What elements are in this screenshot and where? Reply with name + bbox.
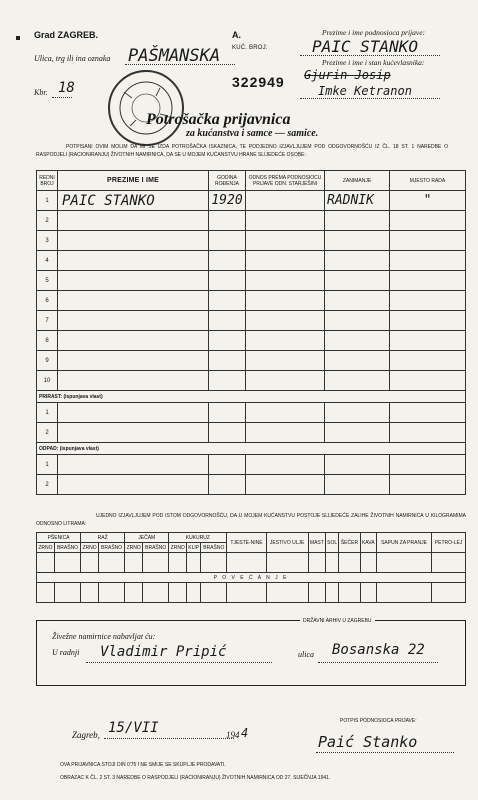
member-relation [246,371,325,391]
table-row [37,231,466,251]
sub-zrno: ZRNO [170,544,185,551]
table-row [37,475,466,495]
table-row [37,211,466,231]
member-occupation [325,311,390,331]
member-relation [246,291,325,311]
table-row [37,251,466,271]
member-birth-year [209,231,246,251]
member-relation [246,191,325,211]
sub-zrno: ZRNO [38,544,53,551]
member-name [58,371,209,391]
signature-label: POTPIS PODNOSIOCA PRIJAVE: [340,718,417,724]
member-name [58,251,209,271]
table-row [37,331,466,351]
col-header-workplace: MJESTO RADA [390,171,466,191]
member-name [58,351,209,371]
empty-cell [390,455,466,475]
col-header-year: GODINA ROĐENJA [209,171,246,191]
member-workplace [390,291,466,311]
table-row [37,311,466,331]
householder-struck: Gjurin Josip [304,68,391,82]
date-line [104,738,234,739]
group-raz: RAŽ [81,533,125,543]
sub-zrno: ZRNO [126,544,141,551]
member-occupation [325,251,390,271]
empty-cell [209,403,246,423]
empty-cell [325,475,390,495]
member-birth-year [209,251,246,271]
col-header-occupation: ZANIMANJE [325,171,390,191]
apartment-label: Kbr. [34,88,48,97]
member-workplace [390,271,466,291]
table-row [37,423,466,443]
member-name [58,331,209,351]
applicant-label: Prezime i ime podnosioca prijave: [322,28,426,37]
householder-line [300,98,440,99]
official-stamp [108,70,184,146]
group-kukuruz: KUKURUZ [169,533,227,543]
member-relation [246,231,325,251]
increase-row [37,573,466,583]
col-mast: MAST [308,533,326,553]
member-occupation: RADNIK [325,191,390,211]
member-birth-year [209,331,246,351]
member-occupation [325,231,390,251]
col-kava: KAVA [360,533,376,553]
member-name: PAIC STANKO [58,191,209,211]
row-number: 1 [37,455,58,475]
sub-brasno: BRAŠNO [54,543,80,553]
table-row [37,271,466,291]
sub-klip: KLIP [188,544,200,551]
signature-value: Paić Stanko [318,733,418,751]
empty-cell [209,455,246,475]
departure-label: ODPAD: (ispunjava vlast) [37,443,466,455]
member-name [58,291,209,311]
empty-cell [58,455,209,475]
empty-cell [390,403,466,423]
members-header-row [37,171,466,191]
col-petrolej: PETRO-LEJ [432,533,466,553]
serial-number: 322949 [232,74,285,90]
archive-stamp: DRŽAVNI ARHIV U ZAGREBU [300,618,375,624]
arrival-header-row [37,391,466,403]
col-ulje: JESTIVO ULJE [266,533,308,553]
arrival-label: PRIRAST: (ispunjava vlast) [37,391,466,403]
form-letter: A. [232,30,241,40]
empty-cell [58,475,209,495]
footer-note-1: OVA PRIJAVNICA STOJI DIN 0'75 I NE SMIJE SE SKUPLJE PRODAVATI. [60,762,226,768]
householder-label: Prezime i ime i stan kućevlasnika: [322,58,425,67]
member-name [58,211,209,231]
footer-note-2: OBRAZAC K ČL. 2 ST. 3 NAREDBE O RASPODJELI (RACIONIRANJU) ŽIVOTNIH NAMIRNICA OD 27. SIJEČNJA 1941. [60,775,331,781]
shop-value: Vladimir Pripić [100,644,227,660]
table-row [37,191,466,211]
member-occupation [325,271,390,291]
member-workplace [390,371,466,391]
apartment-value: 18 [58,80,75,96]
empty-cell [325,403,390,423]
member-occupation [325,331,390,351]
row-number: 4 [37,251,58,271]
member-workplace [390,351,466,371]
street-label: Ulica, trg ili ina oznaka [34,54,111,63]
member-birth-year [209,351,246,371]
member-occupation [325,351,390,371]
group-psenica: PŠENICA [37,533,81,543]
col-header-no: REDNI BROJ [37,171,58,191]
member-workplace [390,251,466,271]
col-sol: SOL [326,533,339,553]
member-workplace [390,331,466,351]
applicant-value: PAIC STANKO [312,37,418,56]
departure-header-row [37,443,466,455]
row-number: 1 [37,191,58,211]
stock-value-row [37,553,466,573]
sub-zrno: ZRNO [82,544,97,551]
row-number: 2 [37,423,58,443]
sub-brasno: BRAŠNO [201,543,227,553]
member-relation [246,251,325,271]
form-subtitle: za kućanstva i samce — samice. [186,128,319,139]
sub-brasno: BRAŠNO [143,543,169,553]
col-sapun: SAPUN ZA PRANJE [376,533,431,553]
table-row [37,351,466,371]
sub-brasno: BRAŠNO [99,543,125,553]
applicant-line [300,55,440,56]
empty-cell [246,475,325,495]
year-label: 194 [226,730,240,740]
member-occupation [325,211,390,231]
row-number: 10 [37,371,58,391]
members-table [36,170,466,495]
table-row [37,403,466,423]
stock-text: UJEDNO IZJAVLJUJEM POD ISTOM ODGOVORNOŠĆU, DA U MOJEM KUĆANSTVU POSTOJE SLIJEDEĆE ZALIHE ŽIVOTNIH NAMIRNICA U KILOGRAMIMA ODNOSNO LITRAMA: [36,513,466,527]
row-number: 1 [37,403,58,423]
supply-heading: Živežne namirnice nabavljat ću: [52,632,156,641]
empty-cell [58,403,209,423]
member-relation [246,311,325,331]
street-supply-value: Bosanska 22 [332,642,425,658]
member-occupation [325,291,390,311]
member-name [58,271,209,291]
stock-table [36,532,466,603]
row-number: 9 [37,351,58,371]
empty-cell [390,475,466,495]
col-secer: ŠEĆER [339,533,361,553]
row-number: 6 [37,291,58,311]
row-number: 5 [37,271,58,291]
member-workplace [390,231,466,251]
row-number: 3 [37,231,58,251]
empty-cell [325,423,390,443]
empty-cell [325,455,390,475]
table-row [37,371,466,391]
empty-cell [246,455,325,475]
form-title: Potrošačka prijavnica [146,111,291,128]
empty-cell [209,475,246,495]
row-number: 7 [37,311,58,331]
increase-value-row [37,583,466,603]
member-relation [246,331,325,351]
empty-cell [246,423,325,443]
member-workplace: " [390,191,466,211]
row-number: 8 [37,331,58,351]
row-number: 2 [37,211,58,231]
street-value: PAŠMANSKA [128,46,221,66]
table-row [37,455,466,475]
member-birth-year: 1920 [209,191,246,211]
empty-cell [390,423,466,443]
street-supply-line [318,662,438,663]
col-header-relation: ODNOS PREMA PODNOSIOCU PRIJAVE ODN. STARJEŠINI [246,171,325,191]
member-relation [246,211,325,231]
member-workplace [390,211,466,231]
table-row [37,291,466,311]
house-no-label: KUĆ. BROJ: [232,45,268,51]
date-value: 15/VII [108,720,159,736]
street-supply-label: ulica [298,650,314,659]
stamp-ring-icon [110,72,182,144]
increase-label: P O V E Ć A N J E [37,573,466,583]
intro-text: POTPISANI OVIM MOLIM DA MI SE IZDA POTROŠAČKA ISKAZNICA, TE PODJEDNO IZJAVLJUJEM POD ODGOVORNOŠĆU IZ ČL. 18 ST. 1 NAREDBE O RASPODJELI (RACIONIRANJU) ŽIVOTNIH NAMIRNICA, DA SE U MOJEM KUĆANSTVU HRANE SLIJEDEĆE OSOBE: [36,144,448,158]
year-digit: 4 [241,726,249,740]
signature-line [316,752,454,753]
empty-cell [58,423,209,443]
city-label: Grad ZAGREB. [34,30,99,40]
empty-cell [246,403,325,423]
apartment-line [52,97,72,98]
empty-cell [209,423,246,443]
col-tjestenine: TJESTE-NINE [227,533,266,553]
member-relation [246,351,325,371]
member-name [58,231,209,251]
member-birth-year [209,311,246,331]
group-jecam: JEČAM [125,533,169,543]
householder-value: Imke Ketranon [318,84,412,98]
row-number: 2 [37,475,58,495]
corner-mark [16,36,20,40]
col-header-name: PREZIME I IME [58,171,209,191]
member-birth-year [209,291,246,311]
member-workplace [390,311,466,331]
member-birth-year [209,371,246,391]
shop-line [86,662,272,663]
shop-label: U radnji [52,648,80,657]
member-name [58,311,209,331]
member-occupation [325,371,390,391]
stock-group-row [37,533,466,543]
member-birth-year [209,271,246,291]
member-relation [246,271,325,291]
place-label: Zagreb, [72,730,100,740]
member-birth-year [209,211,246,231]
